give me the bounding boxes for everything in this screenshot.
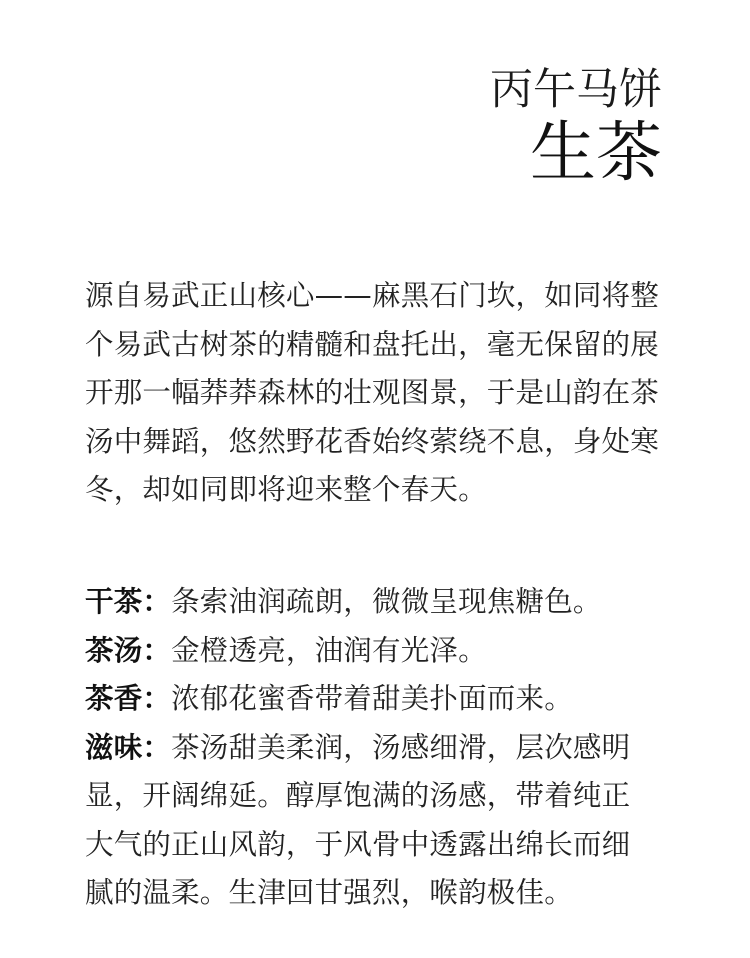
spec-aroma bbox=[85, 675, 645, 724]
intro-paragraph: 源自易武正山核心——麻黑石门坎，如同将整个易武古树茶的精髓和盘托出，毫无保留的展开那一幅莽莽森林的壮观图景，于是山韵在茶汤中舞蹈，悠然野花香始终萦绕不息，身处寒冬，却如同即将迎来整个春天。 bbox=[85, 279, 660, 506]
spec-label: 滋味： bbox=[85, 730, 172, 764]
product-subtitle: 丙午马饼 bbox=[490, 65, 662, 115]
spec-text: 浓郁花蜜香带着甜美扑面而来。 bbox=[171, 682, 573, 715]
spec-label: 茶汤： bbox=[85, 633, 172, 667]
spec-text: 金橙透亮，油润有光泽。 bbox=[171, 633, 487, 667]
spec-text: 茶汤甜美柔润，汤感细滑，层次感明显，开阔绵延。醇厚饱满的汤感，带着纯正大气的正山风韵，于风骨中透露出绵长而细腻的温柔。生津回甘强烈，喉韵极佳。 bbox=[85, 730, 631, 909]
product-title: 生茶 bbox=[530, 114, 662, 191]
spec-liquor bbox=[85, 627, 645, 676]
spec-label: 干茶： bbox=[85, 585, 172, 618]
title-block bbox=[490, 64, 662, 190]
spec-taste bbox=[85, 724, 645, 918]
spec-text: 条索油润疏朗，微微呈现焦糖色。 bbox=[171, 585, 602, 618]
spec-label: 茶香： bbox=[85, 682, 172, 715]
tasting-notes bbox=[85, 578, 645, 918]
spec-dry-leaf bbox=[85, 578, 645, 627]
